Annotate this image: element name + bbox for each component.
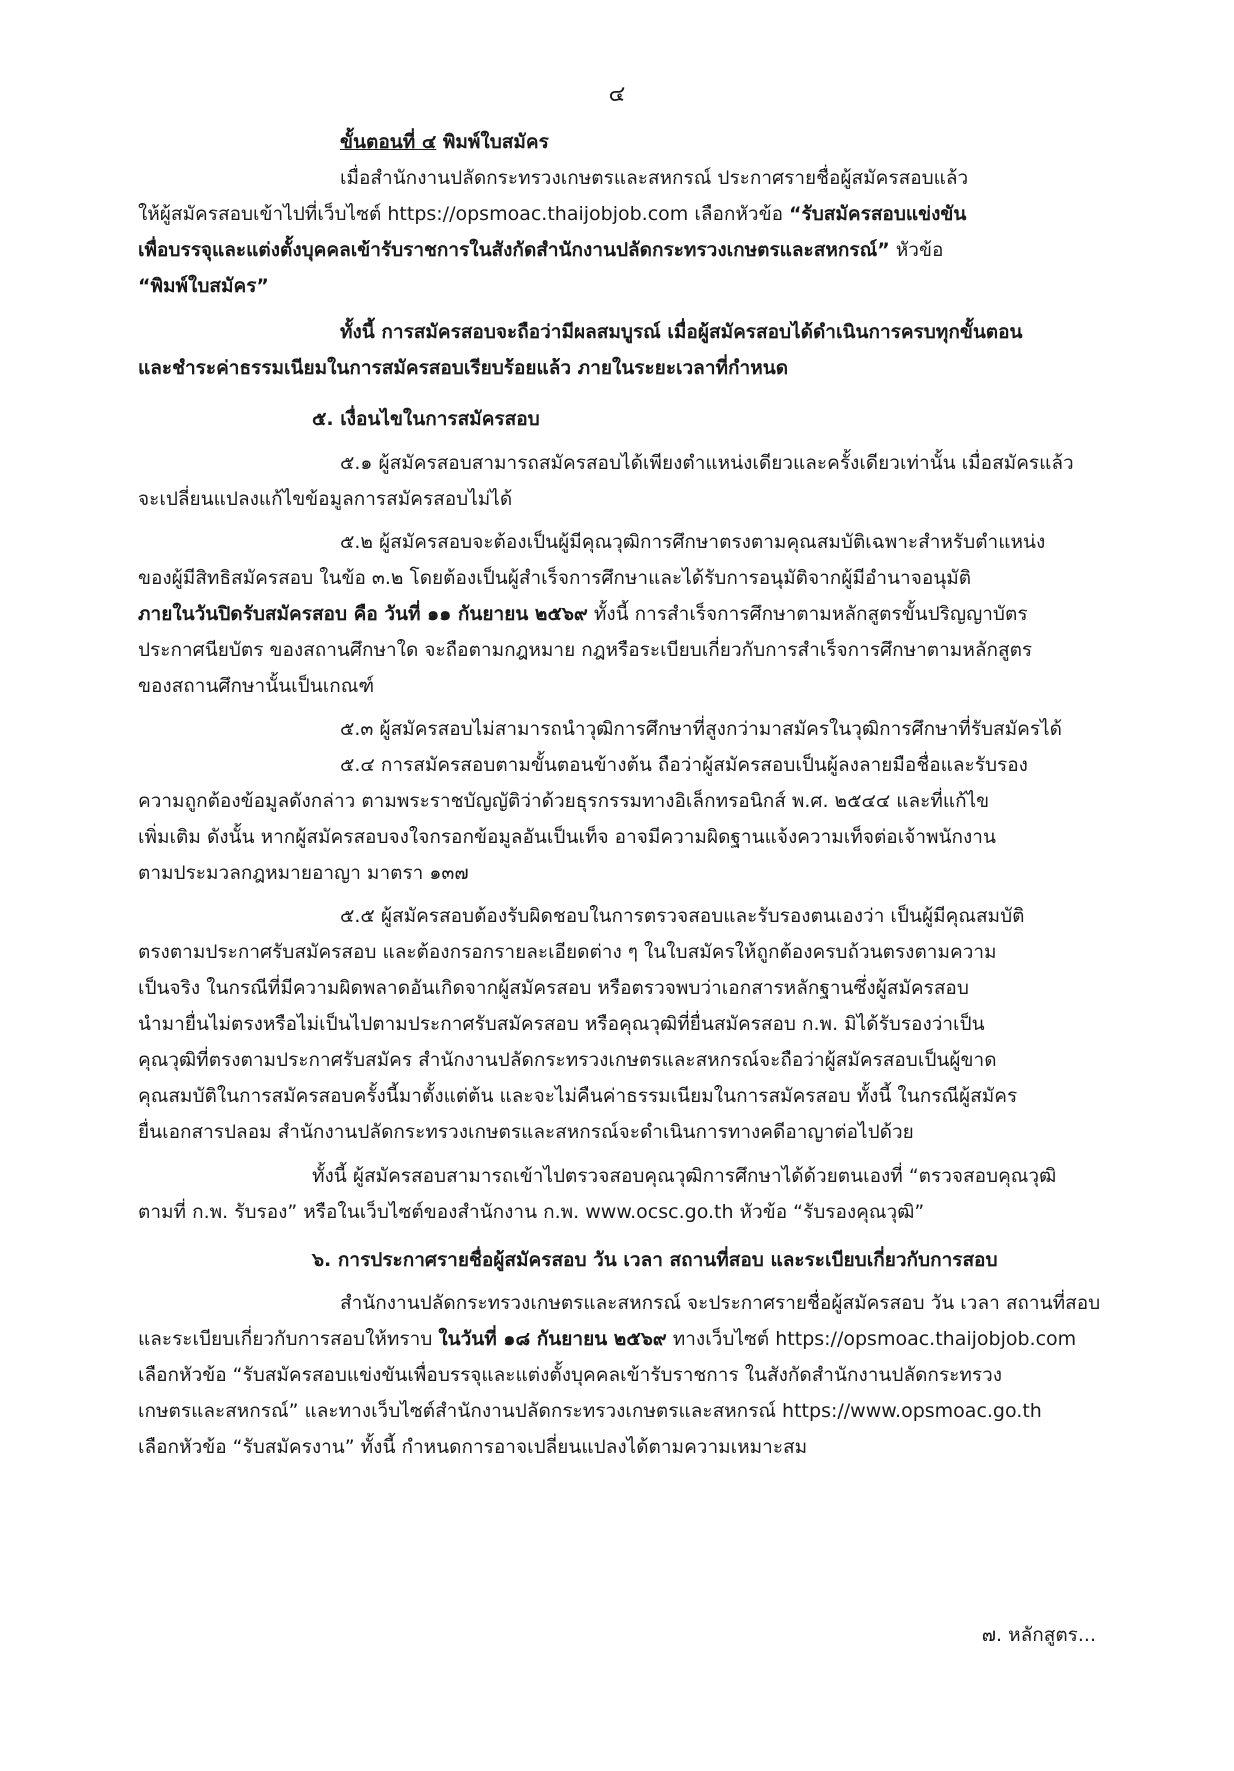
section6-line5: เลือกหัวข้อ “รับสมัครงาน” ทั้งนี้ กำหนดการอาจเปลี่ยนแปลงได้ตามความเหมาะสม [138, 1436, 808, 1458]
section6-line2-bold: ในวันที่ ๑๘ กันยายน ๒๕๖๙ [438, 1328, 667, 1350]
continuation-footer: ๗. หลักสูตร... [981, 1624, 1096, 1646]
step4-p1-line1: เมื่อสำนักงานปลัดกระทรวงเกษตรและสหกรณ์ ประกาศรายชื่อผู้สมัครสอบแล้ว [340, 167, 969, 189]
section5-item2-line3-text: ทั้งนี้ การสำเร็จการศึกษาตามหลักสูตรขั้นปริญญาบัตร [587, 603, 1028, 625]
section5-item5-line1: ๕.๕ ผู้สมัครสอบต้องรับผิดชอบในการตรวจสอบและรับรองตนเองว่า เป็นผู้มีคุณสมบัติ [340, 905, 1025, 927]
section5-item2-line3 [138, 599, 1028, 629]
section6-line4: เกษตรและสหกรณ์” และทางเว็บไซต์สำนักงานปลัดกระทรวงเกษตรและสหกรณ์ https://www.opsmoac.go.th [138, 1400, 1042, 1422]
section5-item5-line6: คุณสมบัติในการสมัครสอบครั้งนี้มาตั้งแต่ต้น และจะไม่คืนค่าธรรมเนียมในการสมัครสอบ ทั้งนี้ ในกรณีผู้สมัคร [138, 1085, 1018, 1107]
step4-p1-line3 [138, 235, 943, 265]
section5-item1-line1: ๕.๑ ผู้สมัครสอบสามารถสมัครสอบได้เพียงตำแหน่งเดียวและครั้งเดียวเท่านั้น เมื่อสมัครแล้ว [340, 452, 1074, 474]
section5-item2-line2: ของผู้มีสิทธิสมัครสอบ ในข้อ ๓.๒ โดยต้องเป็นผู้สำเร็จการศึกษาและได้รับการอนุมัติจากผู้มีอำนาจอนุมัติ [138, 567, 972, 589]
section6-line3: เลือกหัวข้อ “รับสมัครสอบแข่งขันเพื่อบรรจุและแต่งตั้งบุคคลเข้ารับราชการ ในสังกัดสำนักงานปลัดกระทรวง [138, 1364, 1003, 1386]
step4-heading-title: พิมพ์ใบสมัคร [436, 131, 549, 153]
step4-p1-line4: “พิมพ์ใบสมัคร” [138, 275, 269, 297]
section5-note-line1: ทั้งนี้ ผู้สมัครสอบสามารถเข้าไปตรวจสอบคุณวุฒิการศึกษาได้ด้วยตนเองที่ “ตรวจสอบคุณวุฒิ [312, 1165, 1057, 1187]
section5-item4-line1: ๕.๔ การสมัครสอบตามขั้นตอนข้างต้น ถือว่าผู้สมัครสอบเป็นผู้ลงลายมือชื่อและรับรอง [340, 754, 1028, 776]
step4-p1-line2-text: ให้ผู้สมัครสอบเข้าไปที่เว็บไซต์ https://opsmoac.thaijobjob.com เลือกหัวข้อ [138, 203, 790, 225]
section5-item5-line4: นำมายื่นไม่ตรงหรือไม่เป็นไปตามประกาศรับสมัครสอบ หรือคุณวุฒิที่ยื่นสมัครสอบ ก.พ. มิได้รับรองว่าเป็น [138, 1013, 985, 1035]
section5-heading: ๕. เงื่อนไขในการสมัครสอบ [312, 408, 540, 430]
section5-item4-line3: เพิ่มเติม ดังนั้น หากผู้สมัครสอบจงใจกรอกข้อมูลอันเป็นเท็จ อาจมีความผิดฐานแจ้งความเท็จต่อเจ้าพนักงาน [138, 826, 996, 848]
section6-line2 [138, 1324, 1076, 1354]
section6-heading: ๖. การประกาศรายชื่อผู้สมัครสอบ วัน เวลา สถานที่สอบ และระเบียบเกี่ยวกับการสอบ [312, 1249, 998, 1271]
section5-item4-line2: ความถูกต้องข้อมูลดังกล่าว ตามพระราชบัญญัติว่าด้วยธุรกรรมทางอิเล็กทรอนิกส์ พ.ศ. ๒๕๔๔ และที่แก้ไข [138, 790, 990, 812]
section5-item5-line7: ยื่นเอกสารปลอม สำนักงานปลัดกระทรวงเกษตรและสหกรณ์จะดำเนินการทางคดีอาญาต่อไปด้วย [138, 1121, 914, 1143]
step4-heading-label: ขั้นตอนที่ ๔ [340, 131, 437, 153]
step4-heading [340, 127, 549, 157]
section5-item5-line5: คุณวุฒิที่ตรงตามประกาศรับสมัคร สำนักงานปลัดกระทรวงเกษตรและสหกรณ์จะถือว่าผู้สมัครสอบเป็นผู้ขาด [138, 1049, 997, 1071]
section6-line1: สำนักงานปลัดกระทรวงเกษตรและสหกรณ์ จะประกาศรายชื่อผู้สมัครสอบ วัน เวลา สถานที่สอบ [340, 1292, 1101, 1314]
section6-line2-text-a: และระเบียบเกี่ยวกับการสอบให้ทราบ [138, 1328, 439, 1350]
section5-item5-line3: เป็นจริง ในกรณีที่มีความผิดพลาดอันเกิดจากผู้สมัครสอบ หรือตรวจพบว่าเอกสารหลักฐานซึ่งผู้สมัครสอบ [138, 977, 969, 999]
section5-item2-line1: ๕.๒ ผู้สมัครสอบจะต้องเป็นผู้มีคุณวุฒิการศึกษาตรงตามคุณสมบัติเฉพาะสำหรับตำแหน่ง [340, 531, 1046, 553]
step4-p1-line2-bold: “รับสมัครสอบแข่งขัน [789, 203, 967, 225]
section6-line2-text-b: ทางเว็บไซต์ https://opsmoac.thaijobjob.com [666, 1328, 1077, 1350]
step4-p1-line2 [138, 199, 966, 229]
step4-p2-line1: ทั้งนี้ การสมัครสอบจะถือว่ามีผลสมบูรณ์ เมื่อผู้สมัครสอบได้ดำเนินการครบทุกขั้นตอน [340, 321, 1023, 343]
section5-item3-line1: ๕.๓ ผู้สมัครสอบไม่สามารถนำวุฒิการศึกษาที่สูงกว่ามาสมัครในวุฒิการศึกษาที่รับสมัครได้ [340, 718, 1062, 740]
step4-p2-line2: และชำระค่าธรรมเนียมในการสมัครสอบเรียบร้อยแล้ว ภายในระยะเวลาที่กำหนด [138, 357, 789, 379]
section5-item1-line2: จะเปลี่ยนแปลงแก้ไขข้อมูลการสมัครสอบไม่ได้ [138, 488, 513, 510]
section5-item2-line3-bold: ภายในวันปิดรับสมัครสอบ คือ วันที่ ๑๑ กันยายน ๒๕๖๙ [138, 603, 588, 625]
section5-item2-line4: ประกาศนียบัตร ของสถานศึกษาใด จะถือตามกฎหมาย กฎหรือระเบียบเกี่ยวกับการสำเร็จการศึกษาตามหลักสูตร [138, 639, 1033, 661]
section5-item4-line4: ตามประมวลกฎหมายอาญา มาตรา ๑๓๗ [138, 862, 469, 884]
section5-item5-line2: ตรงตามประกาศรับสมัครสอบ และต้องกรอกรายละเอียดต่าง ๆ ในใบสมัครให้ถูกต้องครบถ้วนตรงตามความ [138, 941, 997, 963]
section5-note-line2: ตามที่ ก.พ. รับรอง” หรือในเว็บไซต์ของสำนักงาน ก.พ. www.ocsc.go.th หัวข้อ “รับรองคุณวุฒิ” [138, 1201, 925, 1223]
page-number: ๔ [608, 82, 626, 107]
step4-p1-line3-text: หัวข้อ [889, 239, 944, 261]
step4-p1-line3-bold: เพื่อบรรจุและแต่งตั้งบุคคลเข้ารับราชการในสังกัดสำนักงานปลัดกระทรวงเกษตรและสหกรณ์” [138, 239, 890, 261]
section5-item2-line5: ของสถานศึกษานั้นเป็นเกณฑ์ [138, 675, 375, 697]
